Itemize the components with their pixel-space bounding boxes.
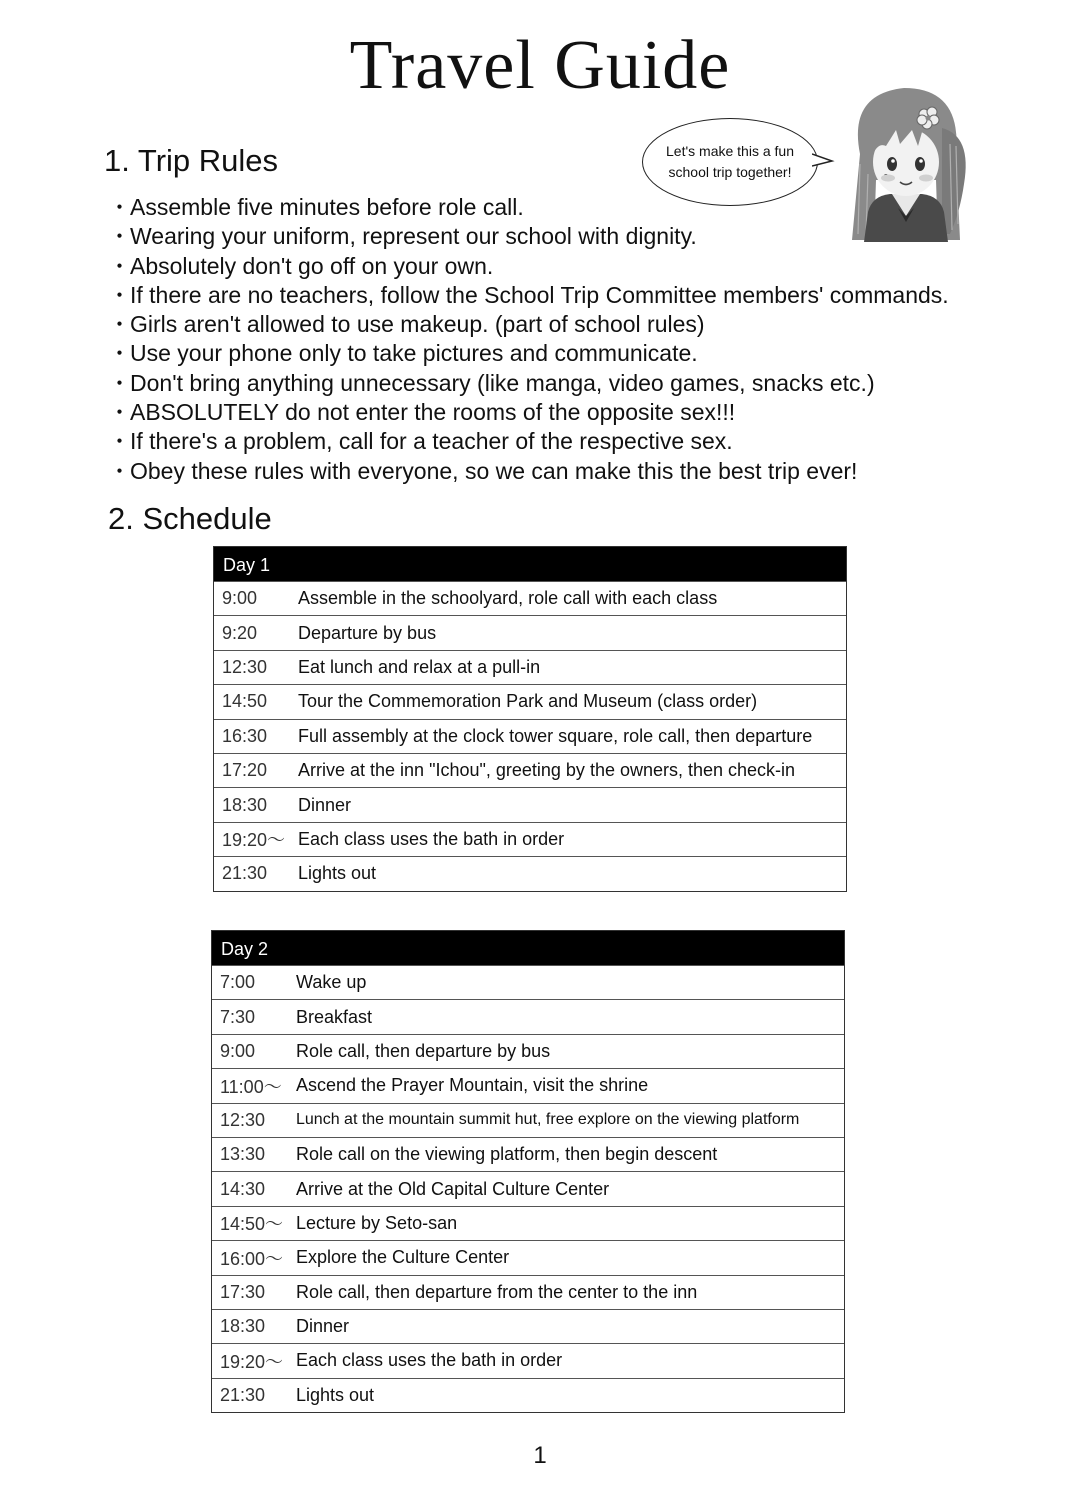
rule-text: Wearing your uniform, represent our school with dignity.	[130, 223, 697, 250]
table-row	[214, 650, 846, 684]
table-row	[214, 719, 846, 753]
page-title: Travel Guide	[349, 27, 731, 104]
rule-text: ABSOLUTELY do not enter the rooms of the opposite sex!!!	[130, 399, 736, 426]
time-cell: 14:50	[222, 691, 268, 712]
table-row	[214, 684, 846, 718]
time-cell: 7:30	[220, 1006, 256, 1027]
schoolgirl-illustration	[838, 84, 974, 242]
event-cell: Assemble in the schoolyard, role call with each class	[298, 588, 718, 609]
time-cell: 18:30	[222, 794, 268, 815]
time-cell: 21:30	[220, 1384, 266, 1405]
event-cell: Role call on the viewing platform, then begin descent	[296, 1144, 718, 1165]
time-cell: 17:20	[222, 760, 268, 781]
event-cell: Eat lunch and relax at a pull-in	[298, 656, 541, 677]
rule-text: Girls aren't allowed to use makeup. (part of school rules)	[130, 311, 705, 338]
bullet: ・	[108, 340, 131, 367]
table-row	[212, 1137, 844, 1171]
event-cell: Departure by bus	[298, 622, 437, 643]
table-row	[212, 965, 844, 999]
bullet: ・	[108, 311, 131, 338]
table-row	[214, 615, 846, 649]
time-cell: 12:30	[220, 1109, 266, 1130]
event-cell: Wake up	[296, 972, 367, 993]
list-item	[108, 310, 949, 339]
speech-bubble-tail	[812, 152, 836, 168]
speech-bubble-line: school trip together!	[668, 164, 792, 180]
rule-text: Don't bring anything unnecessary (like manga, video games, snacks etc.)	[130, 369, 875, 396]
rule-text: Assemble five minutes before role call.	[130, 194, 524, 220]
time-cell: 7:00	[220, 972, 256, 993]
event-cell: Role call, then departure by bus	[296, 1040, 551, 1061]
table-row	[214, 787, 846, 821]
table-row	[212, 1068, 844, 1102]
bullet: ・	[108, 369, 131, 396]
bullet: ・	[108, 457, 131, 484]
rule-text: If there's a problem, call for a teacher of the respective sex.	[130, 428, 733, 455]
schedule-heading: 2. Schedule	[108, 501, 272, 536]
time-cell: 21:30	[222, 863, 268, 884]
event-cell: Lunch at the mountain summit hut, free explore on the viewing platform	[296, 1111, 800, 1129]
list-item	[108, 457, 949, 486]
rule-text: Obey these rules with everyone, so we can make this the best trip ever!	[130, 457, 858, 484]
event-cell: Each class uses the bath in order	[298, 828, 565, 849]
table-row	[212, 1034, 844, 1068]
page-number: 1	[533, 1442, 547, 1469]
bullet: ・	[108, 428, 131, 455]
event-cell: Arrive at the inn "Ichou", greeting by the owners, then check-in	[298, 760, 796, 781]
time-cell: 14:30	[220, 1178, 266, 1199]
schedule-table-day1	[213, 546, 847, 892]
list-item	[108, 339, 949, 368]
event-cell: Role call, then departure from the center to the inn	[296, 1281, 698, 1302]
bullet: ・	[108, 223, 131, 250]
event-cell: Dinner	[298, 794, 352, 815]
event-cell: Explore the Culture Center	[296, 1247, 510, 1268]
event-cell: Arrive at the Old Capital Culture Center	[296, 1178, 610, 1199]
time-cell: 9:00	[220, 1040, 256, 1061]
table-row	[212, 1206, 844, 1240]
list-item	[108, 369, 949, 398]
time-cell: 16:30	[222, 725, 268, 746]
time-cell: 9:00	[222, 588, 258, 609]
list-item	[108, 193, 949, 222]
time-cell: 16:00〜	[220, 1248, 284, 1269]
table-row	[212, 1309, 844, 1343]
table-row	[212, 1378, 844, 1412]
table-row	[212, 1275, 844, 1309]
table-row	[212, 1343, 844, 1377]
bullet: ・	[108, 252, 131, 279]
event-cell: Each class uses the bath in order	[296, 1350, 563, 1371]
rules-list	[108, 193, 949, 486]
time-cell: 9:20	[222, 622, 258, 643]
table-row	[212, 1171, 844, 1205]
table-row	[214, 581, 846, 615]
event-cell: Full assembly at the clock tower square, role call, then departure	[298, 725, 813, 746]
time-cell: 12:30	[222, 656, 268, 677]
speech-bubble	[642, 118, 818, 206]
table-row	[214, 822, 846, 856]
bullet: ・	[108, 281, 131, 308]
event-cell: Dinner	[296, 1316, 350, 1337]
time-cell: 13:30	[220, 1144, 266, 1165]
table-row	[212, 999, 844, 1033]
time-cell: 19:20〜	[220, 1351, 284, 1372]
speech-bubble-line: Let's make this a fun	[666, 143, 794, 159]
list-item	[108, 427, 949, 456]
bullet: ・	[108, 194, 131, 220]
rule-text: Use your phone only to take pictures and communicate.	[130, 340, 698, 367]
table-header: Day 1	[214, 547, 846, 581]
table-row	[214, 856, 846, 890]
event-cell: Lights out	[298, 863, 377, 884]
rule-text: Absolutely don't go off on your own.	[130, 252, 494, 279]
time-cell: 19:20〜	[222, 830, 286, 851]
event-cell: Tour the Commemoration Park and Museum (class order)	[298, 691, 758, 712]
event-cell: Breakfast	[296, 1006, 373, 1027]
event-cell: Lights out	[296, 1384, 375, 1405]
event-cell: Ascend the Prayer Mountain, visit the shrine	[296, 1075, 649, 1096]
time-cell: 17:30	[220, 1281, 266, 1302]
list-item	[108, 252, 949, 281]
list-item	[108, 222, 949, 251]
table-header: Day 2	[212, 931, 844, 965]
time-cell: 14:50〜	[220, 1214, 284, 1235]
table-row	[212, 1103, 844, 1137]
schedule-table-day2	[211, 930, 845, 1413]
table-row	[214, 753, 846, 787]
table-row	[212, 1240, 844, 1274]
event-cell: Lecture by Seto-san	[296, 1212, 458, 1233]
time-cell: 18:30	[220, 1316, 266, 1337]
rules-heading: 1. Trip Rules	[104, 143, 279, 178]
rule-text: If there are no teachers, follow the School Trip Committee members' commands.	[130, 281, 949, 308]
time-cell: 11:00〜	[220, 1076, 282, 1097]
bullet: ・	[108, 399, 131, 426]
list-item	[108, 281, 949, 310]
list-item	[108, 398, 949, 427]
